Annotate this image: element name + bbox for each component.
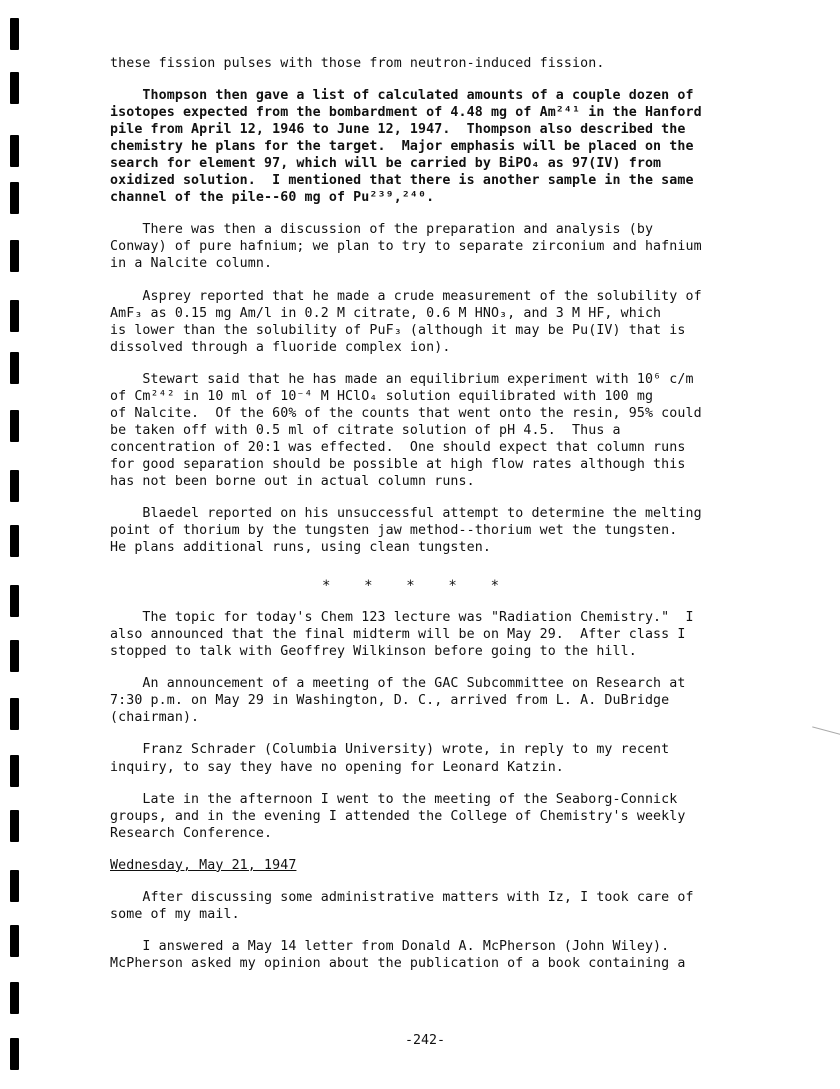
binder-hole <box>10 925 19 957</box>
text-line: Franz Schrader (Columbia University) wrote, in reply to my recent <box>110 742 670 758</box>
text-line: Asprey reported that he made a crude measurement of the solubility of <box>110 288 702 304</box>
binder-hole <box>10 982 19 1014</box>
binder-hole <box>10 698 19 730</box>
text-line: be taken off with 0.5 ml of citrate solution of pH 4.5. Thus a <box>110 422 621 438</box>
text-line: Research Conference. <box>110 825 273 841</box>
text-line: McPherson asked my opinion about the publication of a book containing a <box>110 955 686 971</box>
paragraph <box>110 938 750 972</box>
binder-hole <box>10 240 19 272</box>
paragraph <box>110 87 750 206</box>
text-line: An announcement of a meeting of the GAC Subcommittee on Research at <box>110 676 686 692</box>
binder-hole <box>10 410 19 442</box>
binder-holes <box>10 0 22 1089</box>
paragraph <box>110 791 750 842</box>
binder-hole <box>10 135 19 167</box>
text-line: concentration of 20:1 was effected. One should expect that column runs <box>110 439 686 455</box>
text-line: The topic for today's Chem 123 lecture was "Radiation Chemistry." I <box>110 610 694 626</box>
text-line: some of my mail. <box>110 906 240 922</box>
binder-hole <box>10 810 19 842</box>
text-line: I answered a May 14 letter from Donald A. McPherson (John Wiley). <box>110 938 670 954</box>
paragraph <box>110 889 750 923</box>
text-line: has not been borne out in actual column runs. <box>110 473 475 489</box>
binder-hole <box>10 755 19 787</box>
page-number: -242- <box>405 1033 446 1048</box>
binder-hole <box>10 72 19 104</box>
section-meeting-notes <box>110 55 750 556</box>
text-line: Blaedel reported on his unsuccessful attempt to determine the melting <box>110 506 702 522</box>
text-line: Thompson then gave a list of calculated amounts of a couple dozen of <box>110 88 694 104</box>
text-line: inquiry, to say they have no opening for Leonard Katzin. <box>110 759 564 775</box>
document-body <box>110 55 750 987</box>
paragraph <box>110 505 750 556</box>
text-line: groups, and in the evening I attended the College of Chemistry's weekly <box>110 808 686 824</box>
text-line: Late in the afternoon I went to the meeting of the Seaborg-Connick <box>110 791 678 807</box>
text-line: these fission pulses with those from neutron-induced fission. <box>110 56 605 71</box>
date-heading: Wednesday, May 21, 1947 <box>110 857 297 873</box>
text-line: 7:30 p.m. on May 29 in Washington, D. C., arrived from L. A. DuBridge <box>110 693 670 709</box>
paragraph <box>110 675 750 726</box>
section-separator: * * * * * <box>322 578 500 594</box>
text-line: pile from April 12, 1946 to June 12, 1947. Thompson also described the <box>110 122 686 138</box>
text-line: channel of the pile--60 mg of Pu²³⁹,²⁴⁰. <box>110 190 435 206</box>
text-line: isotopes expected from the bombardment of 4.48 mg of Am²⁴¹ in the Hanford <box>110 105 702 121</box>
text-line: is lower than the solubility of PuF₃ (although it may be Pu(IV) that is <box>110 322 686 338</box>
text-line: After discussing some administrative matters with Iz, I took care of <box>110 889 694 905</box>
text-line: chemistry he plans for the target. Major emphasis will be placed on the <box>110 139 694 155</box>
paragraph <box>110 609 750 660</box>
scan-mark <box>809 726 840 748</box>
binder-hole <box>10 352 19 384</box>
binder-hole <box>10 870 19 902</box>
binder-hole <box>10 182 19 214</box>
text-line: also announced that the final midterm will be on May 29. After class I <box>110 627 686 643</box>
section-wednesday <box>110 889 750 972</box>
binder-hole <box>10 300 19 332</box>
paragraph <box>110 55 750 72</box>
binder-hole <box>10 525 19 557</box>
section-lecture-notes <box>110 609 750 842</box>
binder-hole <box>10 1038 19 1070</box>
text-line: oxidized solution. I mentioned that there is another sample in the same <box>110 173 694 189</box>
binder-hole <box>10 640 19 672</box>
text-line: AmF₃ as 0.15 mg Am/l in 0.2 M citrate, 0.6 M HNO₃, and 3 M HF, which <box>110 305 662 321</box>
binder-hole <box>10 18 19 50</box>
text-line: in a Nalcite column. <box>110 256 273 272</box>
paragraph <box>110 741 750 775</box>
text-line: stopped to talk with Geoffrey Wilkinson before going to the hill. <box>110 644 637 660</box>
text-line: Stewart said that he has made an equilibrium experiment with 10⁶ c/m <box>110 371 694 387</box>
text-line: for good separation should be possible at high flow rates although this <box>110 456 686 472</box>
binder-hole <box>10 470 19 502</box>
paragraph <box>110 288 750 356</box>
text-line: Conway) of pure hafnium; we plan to try to separate zirconium and hafnium <box>110 239 702 255</box>
text-line: There was then a discussion of the preparation and analysis (by <box>110 222 654 238</box>
text-line: point of thorium by the tungsten jaw method--thorium wet the tungsten. <box>110 523 678 539</box>
text-line: search for element 97, which will be carried by BiPO₄ as 97(IV) from <box>110 156 662 172</box>
text-line: of Nalcite. Of the 60% of the counts that went onto the resin, 95% could <box>110 405 702 421</box>
text-line: dissolved through a fluoride complex ion). <box>110 339 451 355</box>
paragraph <box>110 221 750 272</box>
binder-hole <box>10 585 19 617</box>
text-line: (chairman). <box>110 710 200 726</box>
text-line: He plans additional runs, using clean tungsten. <box>110 540 491 556</box>
text-line: of Cm²⁴² in 10 ml of 10⁻⁴ M HClO₄ solution equilibrated with 100 mg <box>110 388 654 404</box>
paragraph <box>110 371 750 490</box>
